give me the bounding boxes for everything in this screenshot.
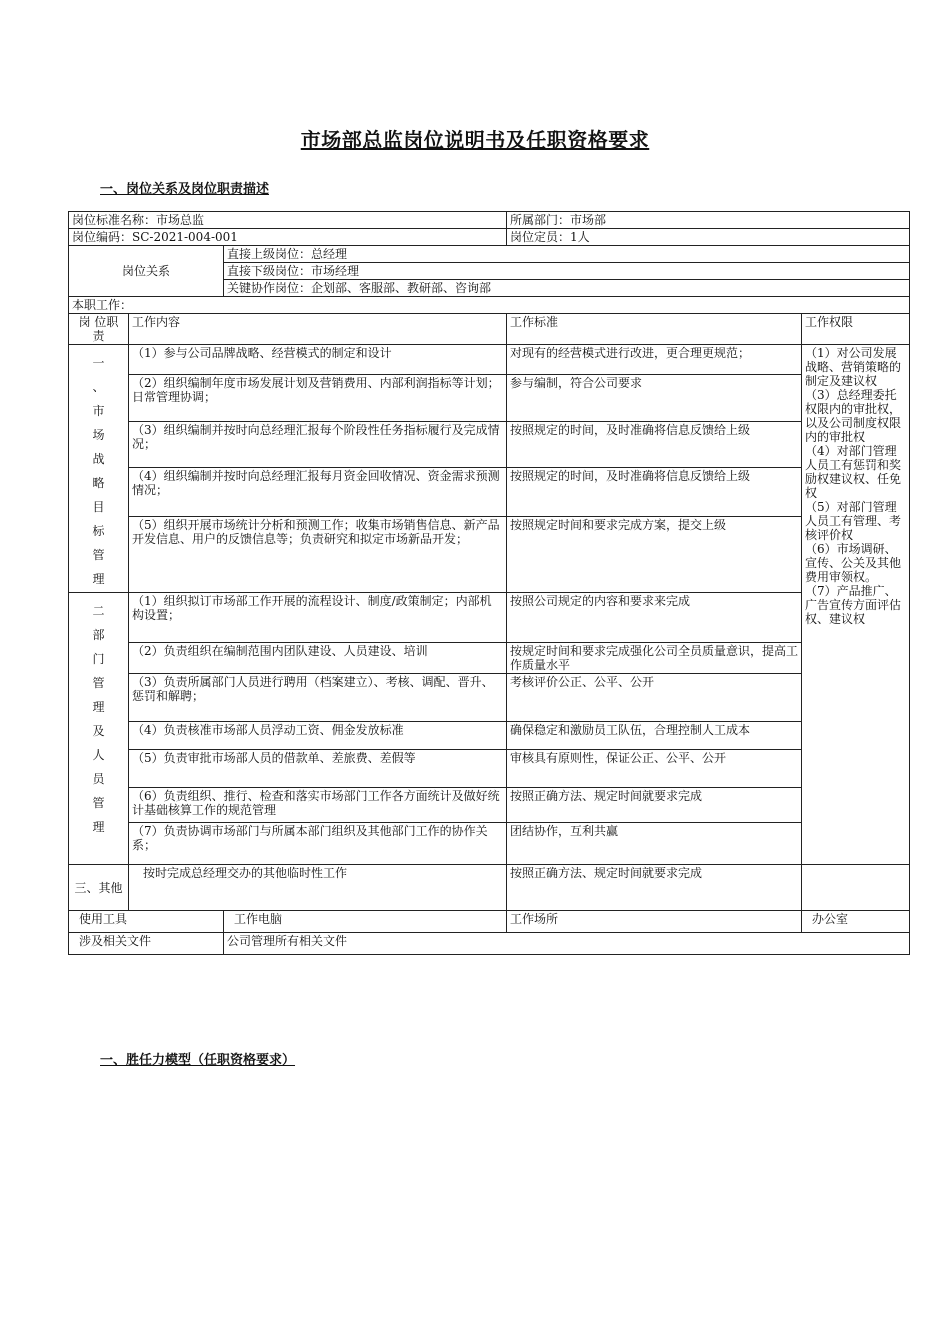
duty-standard-2-5: 审核具有原则性，保证公正、公平、公开 [507,750,802,788]
files-label: 涉及相关文件 [69,933,224,955]
subordinate-cell: 直接下级岗位：市场经理 [224,263,910,280]
duty-standard-1-3: 按照规定的时间，及时准确将信息反馈给上级 [507,421,802,467]
duty-content-1-1: （1）参与公司品牌战略、经营模式的制定和设计 [129,345,507,375]
duty-content-2-4: （4）负责核准市场部人员浮动工资、佣金发放标准 [129,722,507,750]
files-value: 公司管理所有相关文件 [224,933,910,955]
duty-content-1-4: （4）组织编制并按时向总经理汇报每月资金回收情况、资金需求预测情况； [129,467,507,516]
duty-content-1-2: （2）组织编制年度市场发展计划及营销费用、内部利润指标等计划；日常管理协调； [129,375,507,421]
duty-standard-2-1: 按照公司规定的内容和要求来完成 [507,593,802,643]
headcount-cell: 岗位定员：1人 [507,229,910,246]
duty-standard-1-1: 对现有的经营模式进行改进，更合理更规范； [507,345,802,375]
duty-content-2-5: （5）负责审批市场部人员的借款单、差旅费、差假等 [129,750,507,788]
authority-empty-cell [802,865,910,911]
job-description-table [68,211,910,955]
duty-standard-2-7: 团结协作，互利共赢 [507,823,802,865]
duty-content-2-2: （2）负责组织在编制范围内团队建设、人员建设、培训 [129,643,507,674]
cooperation-cell: 关键协作岗位：企划部、客服部、教研部、咨询部 [224,280,910,297]
group-label-other: 三、其他 [69,865,129,911]
duty-standard-1-2: 参与编制，符合公司要求 [507,375,802,421]
duty-standard-3-1: 按照正确方法、规定时间就要求完成 [507,865,802,911]
authority-cell: （1）对公司发展战略、营销策略的制定及建议权 （3）总经理委托权限内的审批权，以及公司制度权限内的审批权 （4）对部门管理人员工有惩罚和奖励权建议权、任免权 （5）对部门管理人员工有管理、考核评价权 （6）市场调研、宣传、公关及其他费用审领权。 （7）产品推广、广告宣传方面评估权、建议权 [802,345,910,865]
group-label-department-management: 二 部 门 管 理 及 人 员 管 理 [69,593,129,865]
duty-standard-1-4: 按照规定的时间，及时准确将信息反馈给上级 [507,467,802,516]
duty-content-1-3: （3）组织编制并按时向总经理汇报每个阶段性任务指标履行及完成情况； [129,421,507,467]
group-label-market-strategy: 一 、 市 场 战 略 目 标 管 理 [69,345,129,593]
duty-standard-2-2: 按规定时间和要求完成强化公司全员质量意识，提高工作质量水平 [507,643,802,674]
duty-standard-2-6: 按照正确方法、规定时间就要求完成 [507,788,802,823]
job-code-cell: 岗位编码：SC-2021-004-001 [69,229,507,246]
duty-content-3-1: 按时完成总经理交办的其他临时性工作 [129,865,507,911]
section-heading-1: 一、岗位关系及岗位职责描述 [100,182,270,197]
tools-value: 工作电脑 [224,911,507,933]
duty-content-2-3: （3）负责所属部门人员进行聘用（档案建立）、考核、调配、晋升、惩罚和解聘； [129,674,507,722]
place-value: 办公室 [802,911,910,933]
duty-standard-2-3: 考核评价公正、公平、公开 [507,674,802,722]
page-title: 市场部总监岗位说明书及任职资格要求 [300,128,650,152]
section-heading-2: 一、胜任力模型（任职资格要求） [100,1053,296,1068]
role-column-header: 岗 位职 责 [69,314,129,345]
standard-column-header: 工作标准 [507,314,802,345]
tools-label: 使用工具 [69,911,224,933]
duty-content-2-6: （6）负责组织、推行、检查和落实市场部门工作各方面统计及做好统计基础核算工作的规范管理 [129,788,507,823]
duty-header: 本职工作： [69,297,910,314]
duty-content-1-5: （5）组织开展市场统计分析和预测工作；收集市场销售信息、新产品开发信息、用户的反馈信息等；负责研究和拟定市场新品开发； [129,517,507,593]
duty-standard-2-4: 确保稳定和激励员工队伍，合理控制人工成本 [507,722,802,750]
department-cell: 所属部门：市场部 [507,212,910,229]
duty-content-2-1: （1）组织拟订市场部工作开展的流程设计、制度/政策制定；内部机构设置； [129,593,507,643]
relation-label: 岗位关系 [69,246,224,297]
place-label: 工作场所 [507,911,802,933]
duty-standard-1-5: 按照规定时间和要求完成方案，提交上级 [507,517,802,593]
content-column-header: 工作内容 [129,314,507,345]
authority-column-header: 工作权限 [802,314,910,345]
job-name-cell: 岗位标准名称：市场总监 [69,212,507,229]
duty-content-2-7: （7）负责协调市场部门与所属本部门组织及其他部门工作的协作关系； [129,823,507,865]
superior-cell: 直接上级岗位：总经理 [224,246,910,263]
